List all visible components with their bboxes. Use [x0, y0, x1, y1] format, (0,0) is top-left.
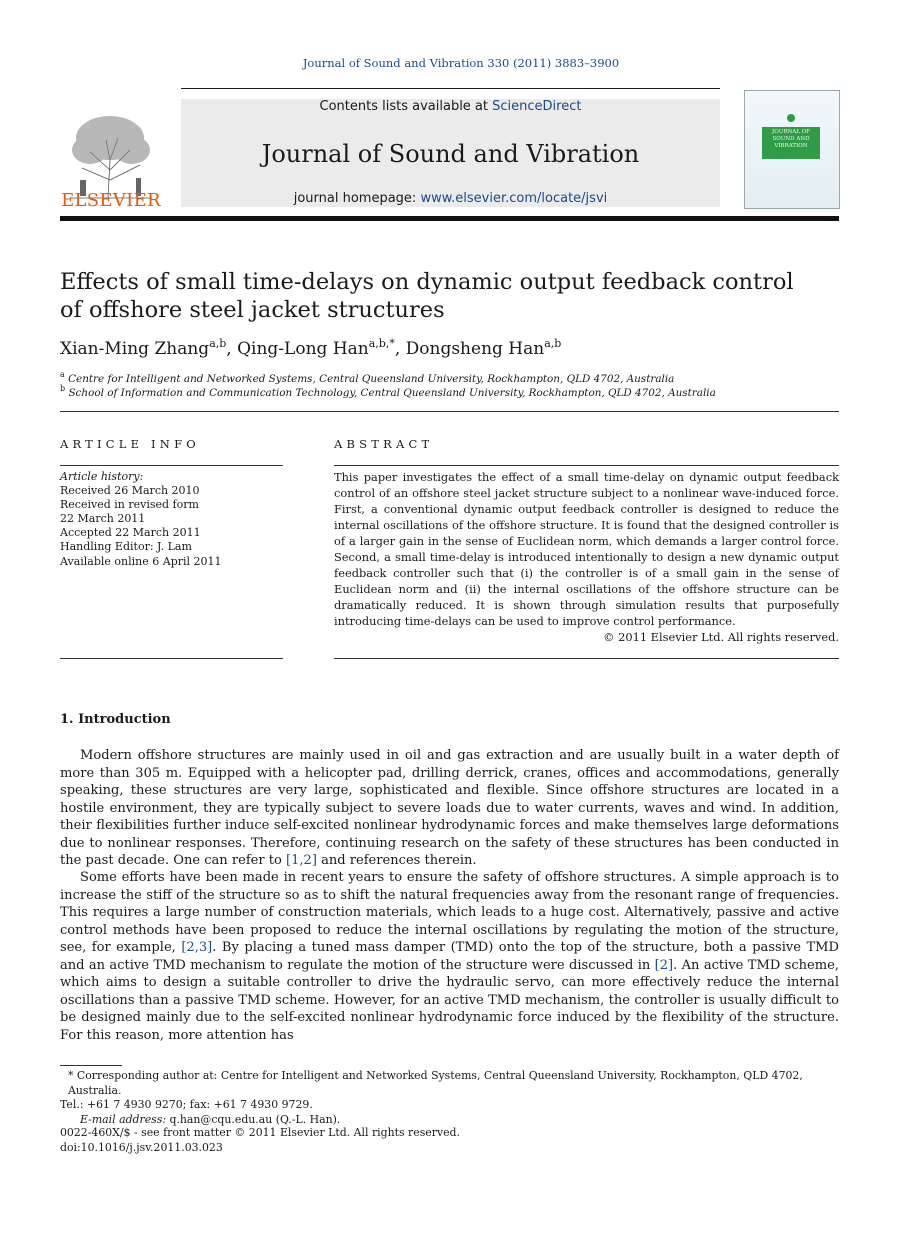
article-title — [60, 268, 840, 324]
contact-phone-fax: Tel.: +61 7 4930 9270; fax: +61 7 4930 9729. — [60, 1098, 313, 1112]
paragraph-text: Modern offshore structures are mainly used in oil and gas extraction and are usually built in a water depth of more than 305 m. Equipped with a helicopter pad, drilling derrick, cranes, offices and accommodations, generally speaking, these structures are very large, sophisticated and flexible. Since offshore structures are located in a hostile environment, they are typically subject to severe loads due to water currents, waves and wind. In addition, their flexibilities further induce self-excited nonlinear hydrodynamic forces and make themselves large deformations due to nonlinear responses. Therefore, continuing research on the safety of these structures has been conducted in the past decade. One can refer to — [60, 748, 839, 868]
article-info-bottom-rule — [60, 658, 283, 659]
history-entry: Received in revised form — [60, 498, 199, 512]
header-thick-rule — [60, 216, 839, 221]
title-line-1: Effects of small time-delays on dynamic output feedback control — [60, 269, 794, 295]
author-name[interactable]: Xian-Ming Zhang — [60, 339, 210, 359]
email-address[interactable]: q.han@cqu.edu.au (Q.-L. Han). — [166, 1113, 341, 1127]
article-info-heading: ARTICLE INFO — [60, 437, 200, 451]
affiliation-mark: b — [60, 384, 66, 393]
author-name[interactable]: Dongsheng Han — [405, 339, 545, 359]
author-list — [60, 337, 840, 359]
abstract-copyright: © 2011 Elsevier Ltd. All rights reserved. — [603, 630, 839, 644]
citation-link[interactable]: [1,2] — [286, 853, 317, 868]
affiliation — [60, 370, 840, 385]
article-info-top-rule — [60, 465, 283, 466]
history-entry: Available online 6 April 2011 — [60, 554, 222, 568]
paragraph-text: Some efforts have been made in recent years to ensure the safety of offshore structures. A simple approach is to increase the stiff of the structure so as to shift the natural frequencies away from the resonant range of frequencies. This requires a large number of construction materials, which leads to a huge cost. Alternatively, passive and active control methods have been proposed to reduce the internal oscillations by regulating the motion of the structure, see, for example, — [60, 870, 839, 955]
masthead-top-rule — [181, 88, 720, 89]
footnote-text: Corresponding author at: Centre for Intelligent and Networked Systems, Central Queensland University, Rockhampton, QLD 4702, Australia. — [68, 1069, 803, 1097]
history-entry: Handling Editor: J. Lam — [60, 540, 192, 554]
contents-prefix: Contents lists available at — [319, 99, 493, 114]
abstract-text: This paper investigates the effect of a small time-delay on dynamic output feedback control of an offshore steel jacket structure subject to a nonlinear wave-induced force. First, a conventional dynamic output feedback controller is designed to reduce the internal oscillations of the offshore structure. It is found that the designed controller is of a larger gain in the sense of Euclidean norm, which demands a larger control force. Second, a small time-delay is introduced intentionally to design a new dynamic output feedback controller such that (i) the controller is of a small gain in the sense of Euclidean norm and (ii) the internal oscillations of the offshore structure can be dramatically reduced. It is shown through simulation results that purposefully introducing time-delays can be used to improve control performance. — [334, 470, 839, 628]
footnotes — [60, 1069, 839, 1128]
affiliation — [60, 384, 840, 399]
cover-emblem — [787, 114, 795, 122]
history-entry: 22 March 2011 — [60, 512, 146, 526]
publisher-wordmark: ELSEVIER — [61, 190, 161, 211]
abstract-heading: ABSTRACT — [334, 437, 434, 451]
footnote-mark: * — [68, 1069, 74, 1082]
history-entry: Accepted 22 March 2011 — [60, 526, 201, 540]
title-line-2: of offshore steel jacket structures — [60, 297, 445, 323]
author-separator: , — [394, 339, 406, 359]
history-heading: Article history: — [60, 470, 144, 483]
footnote-rule — [60, 1065, 122, 1066]
citation-link[interactable]: [2,3] — [181, 940, 213, 955]
sciencedirect-link[interactable]: ScienceDirect — [492, 99, 582, 114]
body-paragraph — [60, 747, 839, 870]
doi[interactable]: doi:10.1016/j.jsv.2011.03.023 — [60, 1140, 223, 1154]
author-affiliation-marks[interactable]: a,b — [209, 337, 227, 350]
author-affiliation-marks[interactable]: a,b,* — [368, 337, 395, 350]
abstract-bottom-rule — [334, 658, 839, 659]
title-block-rule — [60, 411, 839, 412]
citation-link[interactable]: [2] — [654, 957, 674, 973]
history-entry: Received 26 March 2010 — [60, 484, 200, 498]
section-heading-introduction: 1. Introduction — [60, 712, 171, 727]
homepage-link[interactable]: www.elsevier.com/locate/jsvi — [420, 191, 608, 206]
email-label: E-mail address: — [80, 1113, 167, 1127]
body-paragraph — [60, 869, 839, 1044]
article-history — [60, 470, 283, 569]
front-matter — [60, 1126, 839, 1155]
paragraph-text: and references therein. — [316, 853, 477, 868]
author-affiliation-marks[interactable]: a,b — [544, 337, 562, 350]
paragraph-text: . An active TMD scheme, which aims to design a suitable controller to drive the hydraulic servo, can more effectively reduce the internal oscillations than a passive TMD scheme. However, for an active TMD mechanism, the controller is usually difficult to be designed mainly due to the self-excited nonlinear hydrodynamic force induced by the flexibility of the structure. For this reason, more attention has — [60, 957, 839, 1043]
paragraph-text: . By placing a tuned mass damper (TMD) onto the top of the structure, both a passive TMD and an active TMD mechanism to regulate the motion of the structure were discussed in — [60, 940, 839, 973]
affiliation-text: School of Information and Communication Technology, Central Queensland University, Rockhampton, QLD 4702, Australia — [68, 387, 716, 399]
homepage-prefix: journal homepage: — [293, 191, 421, 206]
corresponding-author-note — [60, 1069, 839, 1098]
abstract-top-rule — [334, 465, 839, 466]
author-name[interactable]: Qing-Long Han — [237, 339, 369, 359]
journal-citation[interactable]: Journal of Sound and Vibration 330 (2011) 3883–3900 — [302, 56, 620, 70]
contents-line — [181, 99, 720, 114]
front-matter-issn: 0022-460X/$ - see front matter © 2011 Elsevier Ltd. All rights reserved. — [60, 1126, 460, 1139]
journal-name: Journal of Sound and Vibration — [261, 140, 640, 168]
affiliation-mark: a — [60, 370, 65, 379]
homepage-line — [181, 191, 720, 206]
affiliation-text: Centre for Intelligent and Networked Systems, Central Queensland University, Rockhampton, QLD 4702, Australia — [68, 373, 675, 385]
author-separator: , — [226, 339, 238, 359]
cover-title-block: JOURNAL OF SOUND AND VIBRATION — [762, 127, 820, 159]
